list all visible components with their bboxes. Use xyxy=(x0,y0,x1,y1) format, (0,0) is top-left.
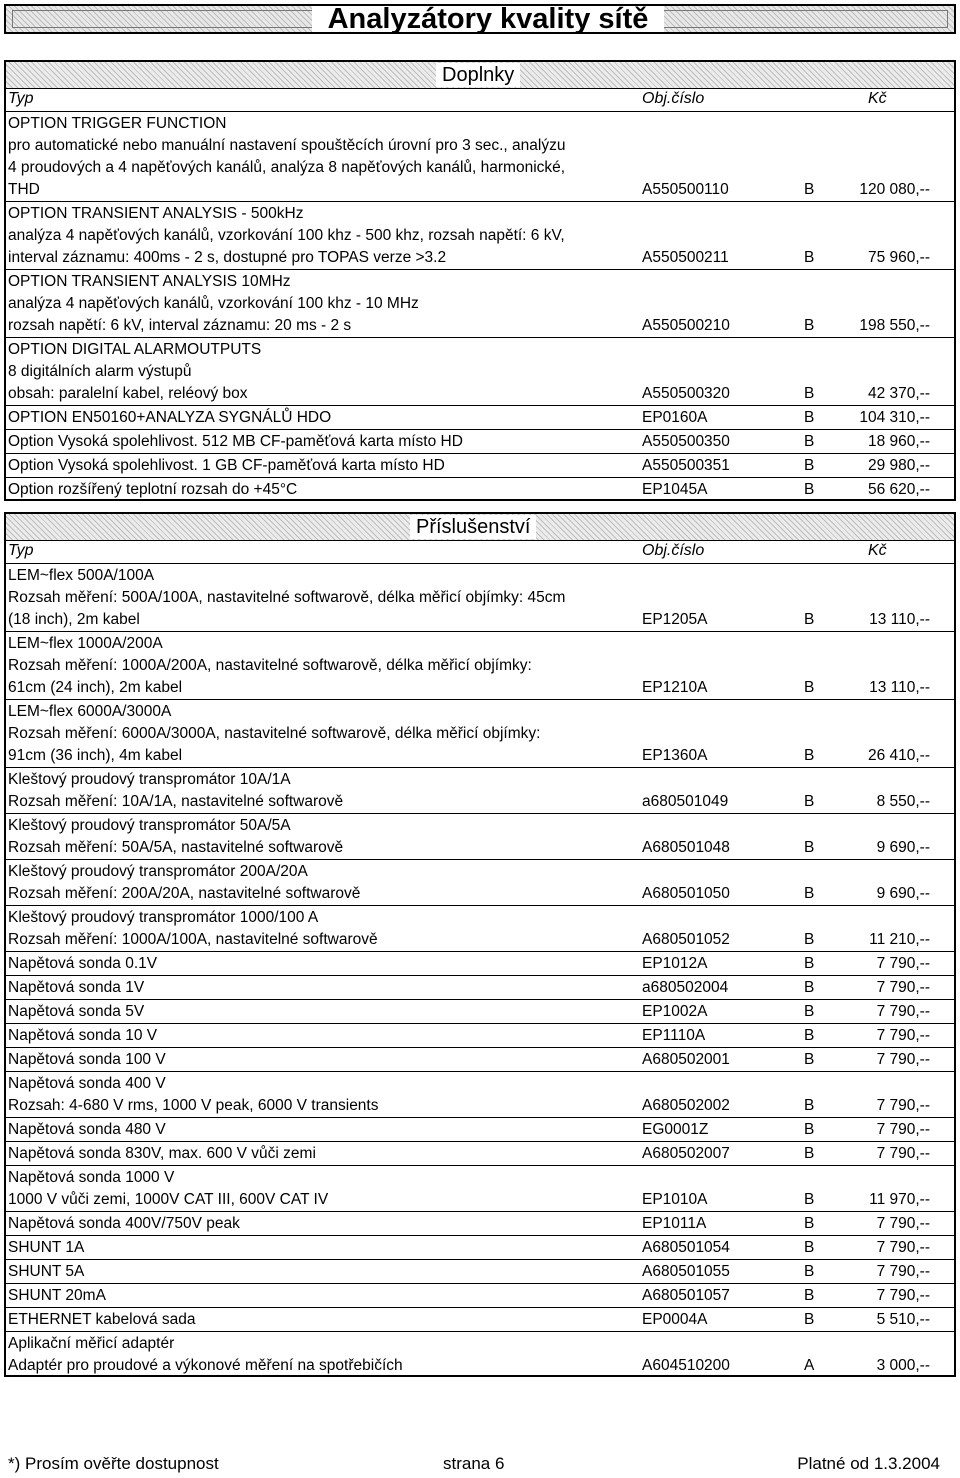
item-price: 198 550,-- xyxy=(859,317,930,334)
item-class: B xyxy=(804,1311,815,1328)
item-name: Napětová sonda 5V xyxy=(8,1003,145,1020)
item-description xyxy=(8,113,638,201)
item-description xyxy=(8,1237,638,1259)
item-name: LEM~flex 1000A/200A xyxy=(8,635,163,652)
item-detail: 1000 V vůči zemi, 1000V CAT III, 600V CAT IV xyxy=(8,1191,329,1208)
item-description xyxy=(8,769,638,813)
table-row xyxy=(6,1259,954,1284)
item-detail: rozsah napětí: 6 kV, interval záznamu: 20 ms - 2 s xyxy=(8,317,352,334)
table-row xyxy=(6,1071,954,1118)
item-detail: Rozsah měření: 10A/1A, nastavitelné softwarově xyxy=(8,793,344,810)
table-row xyxy=(6,1307,954,1332)
table-row xyxy=(6,1165,954,1212)
table-row xyxy=(6,269,954,338)
item-price: 13 110,-- xyxy=(869,679,930,696)
item-code: A680501057 xyxy=(642,1287,730,1304)
item-price: 7 790,-- xyxy=(876,1263,930,1280)
item-class: B xyxy=(804,433,815,450)
item-code: EP1110A xyxy=(642,1027,706,1044)
item-description xyxy=(8,1285,638,1307)
col-type-header: Typ xyxy=(8,542,34,559)
item-class: B xyxy=(804,181,815,198)
item-class: B xyxy=(804,793,815,810)
item-code: EP1360A xyxy=(642,747,708,764)
item-detail: Rozsah měření: 1000A/200A, nastavitelné softwarově, délka měřicí objímky: xyxy=(8,657,532,674)
item-code: EP1045A xyxy=(642,481,708,498)
item-name: Aplikační měřicí adaptér xyxy=(8,1335,175,1352)
table-row xyxy=(6,999,954,1024)
item-name: Napětová sonda 0.1V xyxy=(8,955,158,972)
item-price: 26 410,-- xyxy=(867,747,930,764)
item-name: Napětová sonda 480 V xyxy=(8,1121,166,1138)
item-name: Napětová sonda 830V, max. 600 V vůči zemi xyxy=(8,1145,316,1162)
item-name: Napětová sonda 100 V xyxy=(8,1051,166,1068)
item-code: A550500211 xyxy=(642,249,729,266)
item-description xyxy=(8,479,638,501)
item-code: A550500350 xyxy=(642,433,730,450)
item-description xyxy=(8,1049,638,1071)
item-name: SHUNT 20mA xyxy=(8,1287,106,1304)
item-class: B xyxy=(804,747,815,764)
item-detail: 91cm (36 inch), 4m kabel xyxy=(8,747,183,764)
item-code: EG0001Z xyxy=(642,1121,709,1138)
item-description xyxy=(8,1119,638,1141)
table-row xyxy=(6,563,954,632)
table-header xyxy=(6,89,954,112)
item-name: Napětová sonda 400V/750V peak xyxy=(8,1215,240,1232)
item-detail: (18 inch), 2m kabel xyxy=(8,611,140,628)
item-code: A680501050 xyxy=(642,885,730,902)
item-name: OPTION DIGITAL ALARMOUTPUTS xyxy=(8,341,262,358)
item-name: LEM~flex 500A/100A xyxy=(8,567,155,584)
item-detail: Rozsah měření: 6000A/3000A, nastavitelné softwarově, délka měřicí objímky: xyxy=(8,725,541,742)
item-code: A550500110 xyxy=(642,181,729,198)
item-price: 7 790,-- xyxy=(876,1121,930,1138)
item-class: B xyxy=(804,1239,815,1256)
item-price: 9 690,-- xyxy=(876,839,930,856)
item-price: 7 790,-- xyxy=(876,979,930,996)
item-price: 56 620,-- xyxy=(867,481,930,498)
item-class: B xyxy=(804,611,815,628)
table-row xyxy=(6,1235,954,1260)
item-class: B xyxy=(804,409,815,426)
table-row xyxy=(6,111,954,202)
item-class: B xyxy=(804,1027,815,1044)
col-price-header: Kč xyxy=(868,90,887,107)
item-name: Option Vysoká spolehlivost. 1 GB CF-paměťová karta místo HD xyxy=(8,457,445,474)
item-price: 7 790,-- xyxy=(876,955,930,972)
item-detail: 4 proudových a 4 napěťových kanálů, analýza 8 napěťových kanálů, harmonické, xyxy=(8,159,566,176)
item-name: LEM~flex 6000A/3000A xyxy=(8,703,172,720)
item-code: EP1210A xyxy=(642,679,708,696)
item-price: 18 960,-- xyxy=(867,433,930,450)
item-class: B xyxy=(804,839,815,856)
item-code: EP0160A xyxy=(642,409,708,426)
item-class: B xyxy=(804,1051,815,1068)
item-code: A680501048 xyxy=(642,839,730,856)
table-row xyxy=(6,975,954,1000)
table-row xyxy=(6,429,954,454)
item-description xyxy=(8,1333,638,1377)
item-description xyxy=(8,1309,638,1331)
item-code: A680502001 xyxy=(642,1051,730,1068)
item-description xyxy=(8,977,638,999)
item-detail: Rozsah: 4-680 V rms, 1000 V peak, 6000 V transients xyxy=(8,1097,379,1114)
item-name: Kleštový proudový transpromátor 50A/5A xyxy=(8,817,291,834)
item-price: 104 310,-- xyxy=(859,409,930,426)
item-class: B xyxy=(804,1191,815,1208)
table-row xyxy=(6,631,954,700)
item-class: B xyxy=(804,1287,815,1304)
item-name: Napětová sonda 1000 V xyxy=(8,1169,175,1186)
item-description xyxy=(8,203,638,269)
item-detail: Rozsah měření: 200A/20A, nastavitelné softwarově xyxy=(8,885,361,902)
item-code: A680501054 xyxy=(642,1239,730,1256)
item-class: B xyxy=(804,1145,815,1162)
item-code: EP1002A xyxy=(642,1003,708,1020)
item-class: B xyxy=(804,481,815,498)
item-class: B xyxy=(804,1097,815,1114)
item-name: Kleštový proudový transpromátor 1000/100 A xyxy=(8,909,319,926)
item-class: B xyxy=(804,1215,815,1232)
item-name: SHUNT 5A xyxy=(8,1263,85,1280)
item-description xyxy=(8,1213,638,1235)
table-row xyxy=(6,337,954,406)
item-detail: Rozsah měření: 1000A/100A, nastavitelné softwarově xyxy=(8,931,378,948)
item-name: Option Vysoká spolehlivost. 512 MB CF-paměťová karta místo HD xyxy=(8,433,463,450)
item-code: EP1205A xyxy=(642,611,708,628)
item-class: B xyxy=(804,931,815,948)
page-footer xyxy=(0,1454,960,1478)
table-row xyxy=(6,951,954,976)
item-description xyxy=(8,565,638,631)
item-detail: pro automatické nebo manuální nastavení spouštěcích úrovní pro 3 sec., analýzu xyxy=(8,137,566,154)
item-price: 7 790,-- xyxy=(876,1287,930,1304)
item-description xyxy=(8,815,638,859)
item-code: EP1012A xyxy=(642,955,708,972)
table-row xyxy=(6,1331,954,1378)
item-detail: Rozsah měření: 50A/5A, nastavitelné softwarově xyxy=(8,839,344,856)
item-code: A680501052 xyxy=(642,931,730,948)
item-price: 7 790,-- xyxy=(876,1239,930,1256)
item-description xyxy=(8,861,638,905)
item-price: 7 790,-- xyxy=(876,1051,930,1068)
item-description xyxy=(8,271,638,337)
item-name: Napětová sonda 400 V xyxy=(8,1075,166,1092)
item-class: B xyxy=(804,979,815,996)
table-row xyxy=(6,1023,954,1048)
section-doplnky xyxy=(4,60,956,501)
item-price: 11 970,-- xyxy=(869,1191,930,1208)
item-description xyxy=(8,953,638,975)
item-description xyxy=(8,407,638,429)
col-code-header: Obj.číslo xyxy=(642,90,705,107)
item-class: A xyxy=(804,1357,815,1374)
item-name: OPTION TRANSIENT ANALYSIS 10MHz xyxy=(8,273,291,290)
item-detail: 61cm (24 inch), 2m kabel xyxy=(8,679,183,696)
footer-page: strana 6 xyxy=(443,1454,505,1473)
table-row xyxy=(6,477,954,502)
item-name: Kleštový proudový transpromátor 200A/20A xyxy=(8,863,308,880)
item-detail: analýza 4 napěťových kanálů, vzorkování 100 khz - 500 khz, rozsah napětí: 6 kV, xyxy=(8,227,565,244)
item-description xyxy=(8,1001,638,1023)
item-detail: Rozsah měření: 500A/100A, nastavitelné softwarově, délka měřicí objímky: 45cm xyxy=(8,589,566,606)
item-price: 11 210,-- xyxy=(869,931,930,948)
item-price: 7 790,-- xyxy=(876,1215,930,1232)
item-detail: obsah: paralelní kabel, reléový box xyxy=(8,385,248,402)
item-code: A680502007 xyxy=(642,1145,730,1162)
item-class: B xyxy=(804,955,815,972)
table-row xyxy=(6,453,954,478)
item-price: 13 110,-- xyxy=(869,611,930,628)
table-row xyxy=(6,905,954,952)
section-prislusenstvi xyxy=(4,512,956,1377)
item-price: 7 790,-- xyxy=(876,1145,930,1162)
item-code: A550500320 xyxy=(642,385,730,402)
item-price: 9 690,-- xyxy=(876,885,930,902)
item-class: B xyxy=(804,457,815,474)
item-price: 29 980,-- xyxy=(867,457,930,474)
item-class: B xyxy=(804,1003,815,1020)
table-row xyxy=(6,767,954,814)
item-price: 5 510,-- xyxy=(876,1311,930,1328)
item-description xyxy=(8,339,638,405)
item-price: 7 790,-- xyxy=(876,1097,930,1114)
item-class: B xyxy=(804,1263,815,1280)
col-type-header: Typ xyxy=(8,90,34,107)
table-row xyxy=(6,1141,954,1166)
item-price: 3 000,-- xyxy=(876,1357,930,1374)
col-price-header: Kč xyxy=(868,542,887,559)
item-detail: 8 digitálních alarm výstupů xyxy=(8,363,192,380)
item-description xyxy=(8,1025,638,1047)
item-description xyxy=(8,1143,638,1165)
item-description xyxy=(8,1261,638,1283)
item-price: 8 550,-- xyxy=(876,793,930,810)
item-description xyxy=(8,431,638,453)
item-class: B xyxy=(804,679,815,696)
table-row xyxy=(6,1117,954,1142)
page-title: Analyzátory kvality sítě xyxy=(312,6,664,32)
item-price: 120 080,-- xyxy=(859,181,930,198)
item-code: A604510200 xyxy=(642,1357,730,1374)
item-code: A550500210 xyxy=(642,317,730,334)
item-price: 42 370,-- xyxy=(867,385,930,402)
item-code: a680501049 xyxy=(642,793,729,810)
item-description xyxy=(8,633,638,699)
item-price: 7 790,-- xyxy=(876,1027,930,1044)
table-row xyxy=(6,813,954,860)
item-name: OPTION TRANSIENT ANALYSIS - 500kHz xyxy=(8,205,304,222)
table-header xyxy=(6,541,954,564)
item-description xyxy=(8,1073,638,1117)
item-detail: analýza 4 napěťových kanálů, vzorkování 100 khz - 10 MHz xyxy=(8,295,419,312)
item-name: ETHERNET kabelová sada xyxy=(8,1311,196,1328)
item-class: B xyxy=(804,317,815,334)
item-price: 7 790,-- xyxy=(876,1003,930,1020)
table-row xyxy=(6,859,954,906)
item-name: Napětová sonda 10 V xyxy=(8,1027,158,1044)
item-name: OPTION TRIGGER FUNCTION xyxy=(8,115,227,132)
title-banner xyxy=(4,4,956,34)
item-name: Option rozšířený teplotní rozsah do +45°C xyxy=(8,481,298,498)
table-row xyxy=(6,1211,954,1236)
item-class: B xyxy=(804,249,815,266)
item-description xyxy=(8,1167,638,1211)
item-class: B xyxy=(804,885,815,902)
item-price: 75 960,-- xyxy=(867,249,930,266)
item-description xyxy=(8,701,638,767)
table-row xyxy=(6,699,954,768)
table-row xyxy=(6,1047,954,1072)
section-title: Doplnky xyxy=(436,63,520,87)
item-code: A680501055 xyxy=(642,1263,730,1280)
table-row xyxy=(6,405,954,430)
item-name: Kleštový proudový transpromátor 10A/1A xyxy=(8,771,291,788)
section-title: Příslušenství xyxy=(410,515,536,539)
item-code: EP1010A xyxy=(642,1191,708,1208)
item-description xyxy=(8,907,638,951)
footer-note: *) Prosím ověřte dostupnost xyxy=(8,1454,219,1473)
item-name: SHUNT 1A xyxy=(8,1239,85,1256)
col-code-header: Obj.číslo xyxy=(642,542,705,559)
item-name: Napětová sonda 1V xyxy=(8,979,145,996)
item-class: B xyxy=(804,1121,815,1138)
item-detail: interval záznamu: 400ms - 2 s, dostupné pro TOPAS verze >3.2 xyxy=(8,249,447,266)
item-detail: Adaptér pro proudové a výkonové měření na spotřebičích xyxy=(8,1357,403,1374)
item-code: EP0004A xyxy=(642,1311,708,1328)
item-class: B xyxy=(804,385,815,402)
item-code: EP1011A xyxy=(642,1215,707,1232)
item-code: a680502004 xyxy=(642,979,729,996)
item-detail: THD xyxy=(8,181,40,198)
item-description xyxy=(8,455,638,477)
item-name: OPTION EN50160+ANALYZA SYGNÁLŮ HDO xyxy=(8,409,332,426)
item-code: A680502002 xyxy=(642,1097,730,1114)
table-row xyxy=(6,201,954,270)
item-code: A550500351 xyxy=(642,457,730,474)
table-row xyxy=(6,1283,954,1308)
footer-valid: Platné od 1.3.2004 xyxy=(797,1454,940,1473)
